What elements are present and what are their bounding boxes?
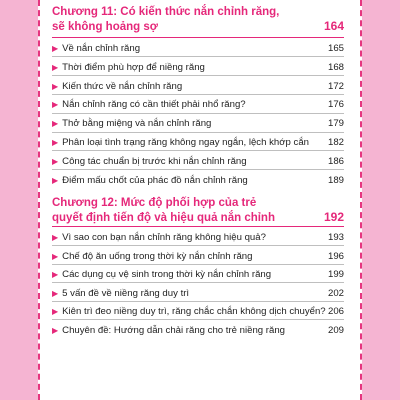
- toc-entry-page: 168: [327, 61, 344, 73]
- toc-entry-title: [52, 175, 248, 186]
- toc-entry-title: [52, 62, 205, 73]
- toc-entry-title: [52, 118, 211, 129]
- chapter-12-title-line1: Chương 12: Mức độ phối hợp của trẻ: [52, 197, 257, 209]
- triangle-right-icon: ▶: [52, 119, 59, 129]
- toc-entry-title: [52, 325, 285, 336]
- toc-entry-text: Các dụng cụ vệ sinh trong thời kỳ nắn chỉnh răng: [62, 269, 272, 280]
- triangle-right-icon: ▶: [52, 138, 59, 147]
- toc-entry-text: Về nắn chỉnh răng: [62, 43, 141, 54]
- toc-entry-title: [52, 156, 247, 167]
- toc-entry-text: Điểm mấu chốt của phác đồ nắn chỉnh răng: [62, 174, 248, 186]
- toc-entry-title: [52, 43, 140, 54]
- toc-entry-text: Chuyên đề: Hướng dẫn chải răng cho trẻ niềng răng: [62, 324, 286, 336]
- toc-entry[interactable]: [52, 320, 344, 341]
- triangle-right-icon: ▶: [52, 175, 59, 185]
- toc-entry-page: 189: [327, 174, 344, 186]
- toc-entry-page: 209: [327, 324, 344, 336]
- toc-entry-text: Thời điểm phù hợp để niềng răng: [62, 61, 205, 73]
- triangle-right-icon: ▶: [52, 325, 59, 335]
- toc-entry-title: [52, 288, 189, 299]
- toc-entry-page: 172: [327, 80, 344, 92]
- toc-entry-page: 165: [327, 43, 344, 54]
- triangle-right-icon: ▶: [52, 100, 59, 110]
- toc-entry-page: 193: [327, 232, 344, 243]
- toc-entry-text: Phân loại tình trạng răng không ngay ngắn, lệch khớp cắn: [62, 137, 309, 148]
- toc-entry-page: 206: [327, 306, 344, 317]
- chapter-11-title-line1: Chương 11: Có kiến thức nắn chỉnh răng,: [52, 6, 280, 18]
- chapter-11-heading: [52, 5, 344, 34]
- triangle-right-icon: ▶: [52, 81, 59, 91]
- toc-entry-text: Nắn chỉnh răng có cần thiết phải nhổ răng?: [62, 99, 246, 111]
- toc-entry-page: 199: [327, 269, 344, 280]
- toc-entry-page: 186: [327, 155, 344, 167]
- toc-entry-title: [52, 232, 266, 243]
- toc-entry[interactable]: [52, 170, 344, 191]
- chapter-12-heading: [52, 196, 344, 225]
- triangle-right-icon: ▶: [52, 156, 59, 166]
- triangle-right-icon: ▶: [52, 62, 59, 72]
- toc-entry-title: [52, 269, 271, 280]
- toc-entry-page: 179: [327, 118, 344, 130]
- right-dashed-border: [360, 0, 362, 400]
- toc-entry-text: Vì sao con bạn nắn chỉnh răng không hiệu quả?: [62, 232, 266, 243]
- chapter-12-title-line2: quyết định tiến độ và hiệu quả nắn chỉnh: [52, 212, 275, 224]
- toc-entry-title: [52, 137, 309, 148]
- toc-entry-text: Thở bằng miệng và nắn chỉnh răng: [62, 118, 212, 130]
- toc-entry-page: 182: [327, 137, 344, 148]
- triangle-right-icon: ▶: [52, 288, 59, 298]
- toc-entry-text: 5 vấn đề về niềng răng duy trì: [62, 287, 190, 299]
- triangle-right-icon: ▶: [52, 270, 59, 279]
- toc-entry-title: [52, 99, 246, 110]
- left-dashed-border: [38, 0, 40, 400]
- toc-entry-title: [52, 251, 252, 262]
- triangle-right-icon: ▶: [52, 307, 59, 316]
- chapter-12-page: 192: [323, 210, 344, 224]
- chapter-11-title-line2: sẽ không hoảng sợ: [52, 21, 158, 33]
- toc-entry-text: Chế độ ăn uống trong thời kỳ nắn chỉnh răng: [62, 250, 253, 262]
- toc-entry-page: 202: [327, 287, 344, 299]
- toc-entry-title: [52, 306, 326, 317]
- triangle-right-icon: ▶: [52, 251, 59, 261]
- triangle-right-icon: ▶: [52, 233, 59, 242]
- chapter-11-page: 164: [323, 19, 344, 33]
- toc-entry-page: 196: [327, 250, 344, 262]
- toc-entry-page: 176: [327, 99, 344, 111]
- toc-entry-text: Kiến thức về nắn chỉnh răng: [62, 80, 183, 92]
- toc-entry-title: [52, 81, 182, 92]
- triangle-right-icon: ▶: [52, 44, 59, 53]
- toc-entry-text: Công tác chuẩn bị trước khi nắn chỉnh răng: [62, 155, 247, 167]
- toc-entry-text: Kiên trì đeo niềng duy trì, răng chắc chắn không dịch chuyển?: [62, 306, 326, 317]
